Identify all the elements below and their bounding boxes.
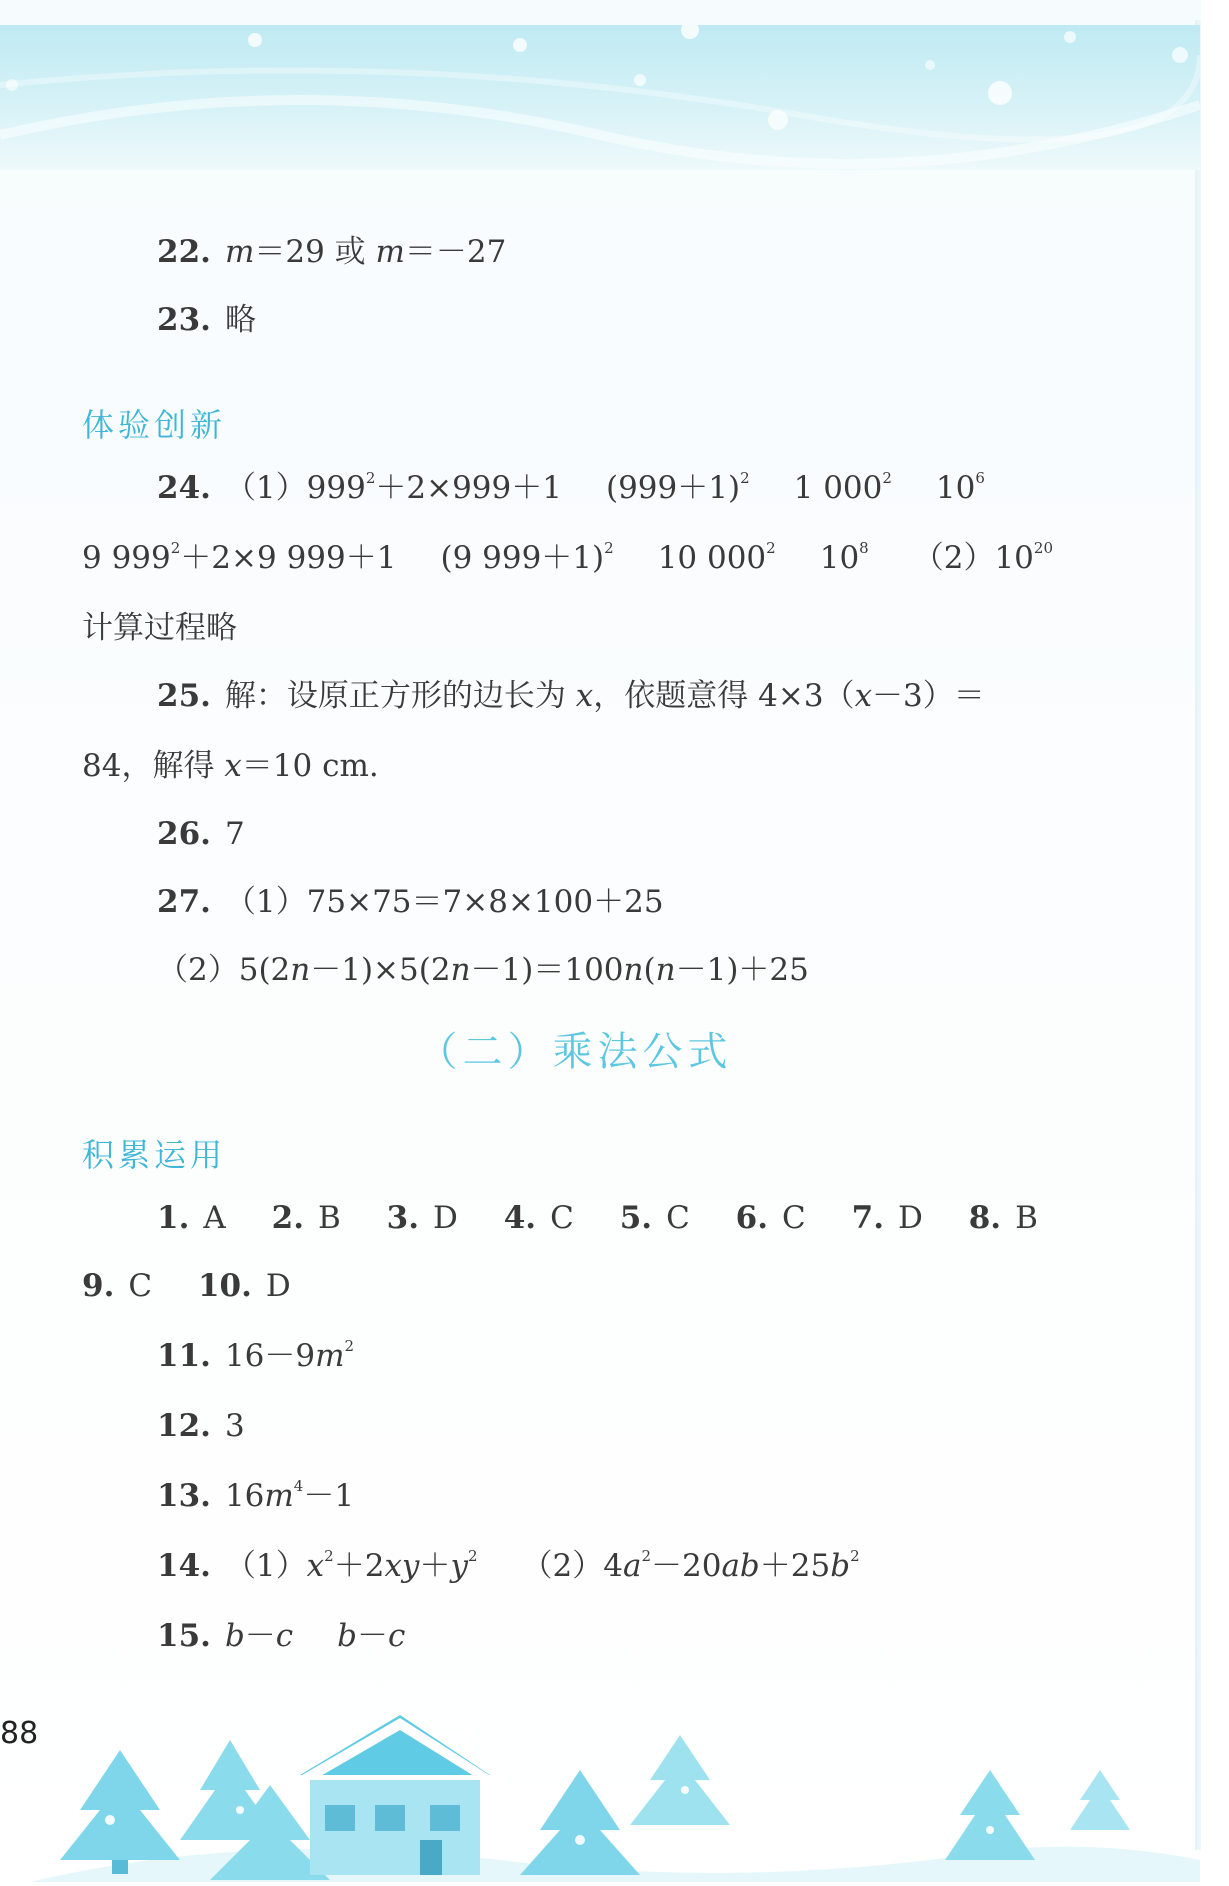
answer-27-line1: 27. （1）75×75＝7×8×100＋25 [157, 884, 664, 920]
section-heading-experience: 体验创新 [82, 406, 227, 444]
house-icon [290, 1715, 500, 1875]
page-number: 88 [0, 1716, 39, 1751]
item-number: 12. [157, 1408, 211, 1444]
answer-24-line1: 24. $(1)999^2+2\times 999+1$ $(999+1)^2$ 1 $000^2$ $10^6$ [157, 469, 985, 506]
mc-item: 10. D [197, 1268, 291, 1304]
answer-15: 15. b－c b－c [157, 1618, 406, 1654]
mc-item: 5. C [619, 1200, 690, 1236]
tree-icon [945, 1770, 1035, 1860]
mc-item: 2. B [271, 1200, 341, 1236]
item-number: 15. [157, 1618, 211, 1654]
item-number: 11. [157, 1338, 211, 1374]
footer-illustration [0, 1690, 1200, 1882]
mc-answers-line1 [157, 1198, 1038, 1238]
mc-item: 8. B [968, 1200, 1038, 1236]
answer-26: 26. 7 [157, 816, 245, 852]
mc-item: 9. C [82, 1268, 153, 1304]
tree-icon [60, 1750, 180, 1874]
mc-item: 6. C [735, 1200, 806, 1236]
item-number: 27. [157, 884, 211, 920]
answer-25-line1: 25. 解：设原正方形的边长为 x，依题意得 4×3（x－3）＝ [157, 678, 985, 714]
item-number: 23. [157, 302, 211, 338]
mc-item: 7. D [851, 1200, 923, 1236]
answer-22: 22. m＝29 或 m＝－27 [157, 234, 507, 270]
answer-12: 12. 3 [157, 1408, 245, 1444]
item-number: 22. [157, 234, 211, 270]
item-number: 13. [157, 1478, 211, 1514]
answer-13: 13. $16m^4-1$ [157, 1477, 355, 1514]
tree-icon [630, 1735, 730, 1825]
item-number: 24. [157, 470, 211, 506]
page-margin [1201, 0, 1229, 1882]
item-number: 14. [157, 1548, 211, 1584]
section-heading-accumulate: 积累运用 [82, 1136, 227, 1174]
item-number: 25. [157, 678, 211, 714]
header-decoration [0, 25, 1200, 170]
item-number: 26. [157, 816, 211, 852]
answer-27-line2: （2）5(2n－1)×5(2n－1)＝100n(n－1)＋25 [157, 952, 809, 988]
snow-decoration [0, 25, 1200, 170]
chapter-title: （二）乘法公式 [417, 1029, 733, 1075]
answer-23: 23. 略 [157, 302, 256, 338]
mc-item: 3. D [386, 1200, 458, 1236]
answer-25-line2: 84，解得 x＝10 cm. [82, 748, 379, 784]
mc-answers-line2 [82, 1266, 291, 1306]
tree-icon [1070, 1770, 1130, 1830]
answer-24-line2: 9 $999^2+2\times 9$ 999＋1 (9 999＋1)$^2$ 10 $000^2$ $10^8$ $(2)10^{20}$ [82, 539, 1053, 576]
tree-icon [520, 1770, 640, 1875]
answer-11: 11. $16-9m^2$ [157, 1337, 355, 1374]
mc-item: 4. C [503, 1200, 574, 1236]
answer-24-line3: 计算过程略 [82, 610, 237, 646]
winter-scene-illustration [0, 1690, 1200, 1882]
mc-item: 1. A [157, 1200, 226, 1236]
answer-14: 14. $(1)x^2+2xy+y^2$ $(2)4a^2-20ab+25b^2$ [157, 1547, 860, 1584]
